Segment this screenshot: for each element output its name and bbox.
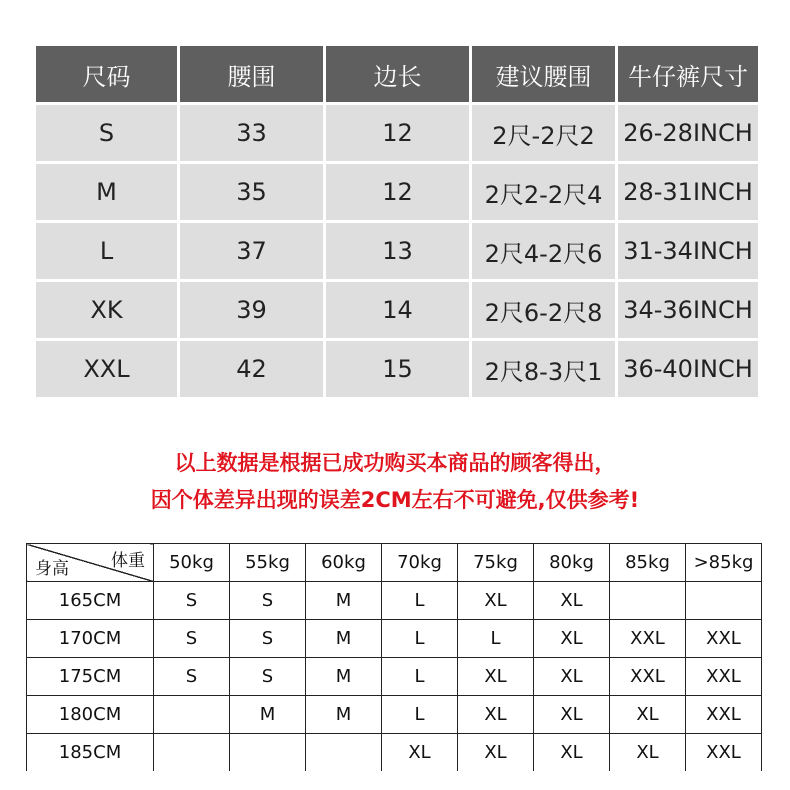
header-suggested-waist: 建议腰围 bbox=[472, 46, 615, 102]
waist-cell: 37 bbox=[180, 223, 323, 279]
size-cell: S bbox=[154, 658, 230, 696]
size-cell: XL bbox=[458, 658, 534, 696]
size-cell: S bbox=[154, 620, 230, 658]
suggested-waist-cell: 2尺8-3尺1 bbox=[472, 341, 615, 397]
size-cell bbox=[154, 734, 230, 772]
height-row bbox=[27, 696, 762, 734]
side-length-cell: 14 bbox=[326, 282, 469, 338]
size-cell: M bbox=[306, 582, 382, 620]
size-cell: M bbox=[36, 164, 177, 220]
waist-cell: 35 bbox=[180, 164, 323, 220]
size-cell: S bbox=[230, 658, 306, 696]
size-cell bbox=[154, 696, 230, 734]
height-row bbox=[27, 734, 762, 772]
size-cell: XL bbox=[610, 734, 686, 772]
weight-header: 50kg bbox=[154, 544, 230, 582]
header-waist: 腰围 bbox=[180, 46, 323, 102]
corner-header bbox=[27, 544, 154, 582]
size-cell bbox=[610, 582, 686, 620]
height-row bbox=[27, 620, 762, 658]
size-cell: XL bbox=[610, 696, 686, 734]
size-cell: L bbox=[458, 620, 534, 658]
suggested-waist-cell: 2尺-2尺2 bbox=[472, 105, 615, 161]
header-size: 尺码 bbox=[36, 46, 177, 102]
height-cell: 180CM bbox=[27, 696, 154, 734]
size-cell: XL bbox=[458, 734, 534, 772]
size-cell: XK bbox=[36, 282, 177, 338]
size-cell bbox=[686, 582, 762, 620]
size-cell: XL bbox=[534, 696, 610, 734]
side-length-cell: 13 bbox=[326, 223, 469, 279]
size-chart-row bbox=[36, 223, 758, 279]
size-cell: L bbox=[382, 582, 458, 620]
size-cell: L bbox=[382, 658, 458, 696]
size-chart-row bbox=[36, 164, 758, 220]
jeans-size-cell: 26-28INCH bbox=[618, 105, 758, 161]
size-cell: M bbox=[306, 658, 382, 696]
side-length-cell: 12 bbox=[326, 164, 469, 220]
size-cell: XL bbox=[534, 620, 610, 658]
suggested-waist-cell: 2尺6-2尺8 bbox=[472, 282, 615, 338]
height-cell: 165CM bbox=[27, 582, 154, 620]
weight-header: 80kg bbox=[534, 544, 610, 582]
size-cell: S bbox=[230, 582, 306, 620]
weight-header-row bbox=[27, 544, 762, 582]
size-cell bbox=[306, 734, 382, 772]
size-cell: XXL bbox=[686, 734, 762, 772]
size-cell: XL bbox=[458, 696, 534, 734]
weight-header: 55kg bbox=[230, 544, 306, 582]
size-cell: XL bbox=[534, 582, 610, 620]
size-cell: XXL bbox=[686, 620, 762, 658]
height-cell: 175CM bbox=[27, 658, 154, 696]
size-cell: XXL bbox=[610, 658, 686, 696]
suggested-waist-cell: 2尺2-2尺4 bbox=[472, 164, 615, 220]
size-cell: M bbox=[230, 696, 306, 734]
size-cell: XXL bbox=[686, 696, 762, 734]
size-chart-row bbox=[36, 282, 758, 338]
side-length-cell: 12 bbox=[326, 105, 469, 161]
height-row bbox=[27, 658, 762, 696]
waist-cell: 33 bbox=[180, 105, 323, 161]
size-cell: XXL bbox=[610, 620, 686, 658]
side-length-cell: 15 bbox=[326, 341, 469, 397]
size-cell: L bbox=[36, 223, 177, 279]
weight-header: 85kg bbox=[610, 544, 686, 582]
height-row bbox=[27, 582, 762, 620]
jeans-size-cell: 28-31INCH bbox=[618, 164, 758, 220]
size-cell: L bbox=[382, 696, 458, 734]
size-chart-row bbox=[36, 341, 758, 397]
jeans-size-cell: 31-34INCH bbox=[618, 223, 758, 279]
weight-header: 60kg bbox=[306, 544, 382, 582]
weight-header: 75kg bbox=[458, 544, 534, 582]
size-cell: XL bbox=[534, 658, 610, 696]
header-side-length: 边长 bbox=[326, 46, 469, 102]
size-chart-row bbox=[36, 105, 758, 161]
size-chart-table bbox=[33, 43, 761, 400]
height-weight-table bbox=[26, 543, 762, 771]
size-cell: XL bbox=[382, 734, 458, 772]
size-cell: XXL bbox=[36, 341, 177, 397]
size-cell: M bbox=[306, 620, 382, 658]
height-axis-label: 身高 bbox=[35, 559, 69, 579]
size-cell: S bbox=[154, 582, 230, 620]
waist-cell: 39 bbox=[180, 282, 323, 338]
height-cell: 170CM bbox=[27, 620, 154, 658]
weight-axis-label: 体重 bbox=[111, 551, 145, 571]
size-cell bbox=[230, 734, 306, 772]
header-jeans-size: 牛仔裤尺寸 bbox=[618, 46, 758, 102]
size-cell: S bbox=[36, 105, 177, 161]
size-cell: XXL bbox=[686, 658, 762, 696]
disclaimer-line-2: 因个体差异出现的误差2CM左右不可避免,仅供参考! bbox=[150, 488, 640, 512]
waist-cell: 42 bbox=[180, 341, 323, 397]
suggested-waist-cell: 2尺4-2尺6 bbox=[472, 223, 615, 279]
size-cell: XL bbox=[534, 734, 610, 772]
size-chart-header-row bbox=[36, 46, 758, 102]
size-cell: L bbox=[382, 620, 458, 658]
jeans-size-cell: 34-36INCH bbox=[618, 282, 758, 338]
size-cell: S bbox=[230, 620, 306, 658]
size-cell: M bbox=[306, 696, 382, 734]
jeans-size-cell: 36-40INCH bbox=[618, 341, 758, 397]
weight-header: 70kg bbox=[382, 544, 458, 582]
size-cell: XL bbox=[458, 582, 534, 620]
weight-header: >85kg bbox=[686, 544, 762, 582]
height-cell: 185CM bbox=[27, 734, 154, 772]
disclaimer-line-1: 以上数据是根据已成功购买本商品的顾客得出， bbox=[174, 451, 616, 475]
